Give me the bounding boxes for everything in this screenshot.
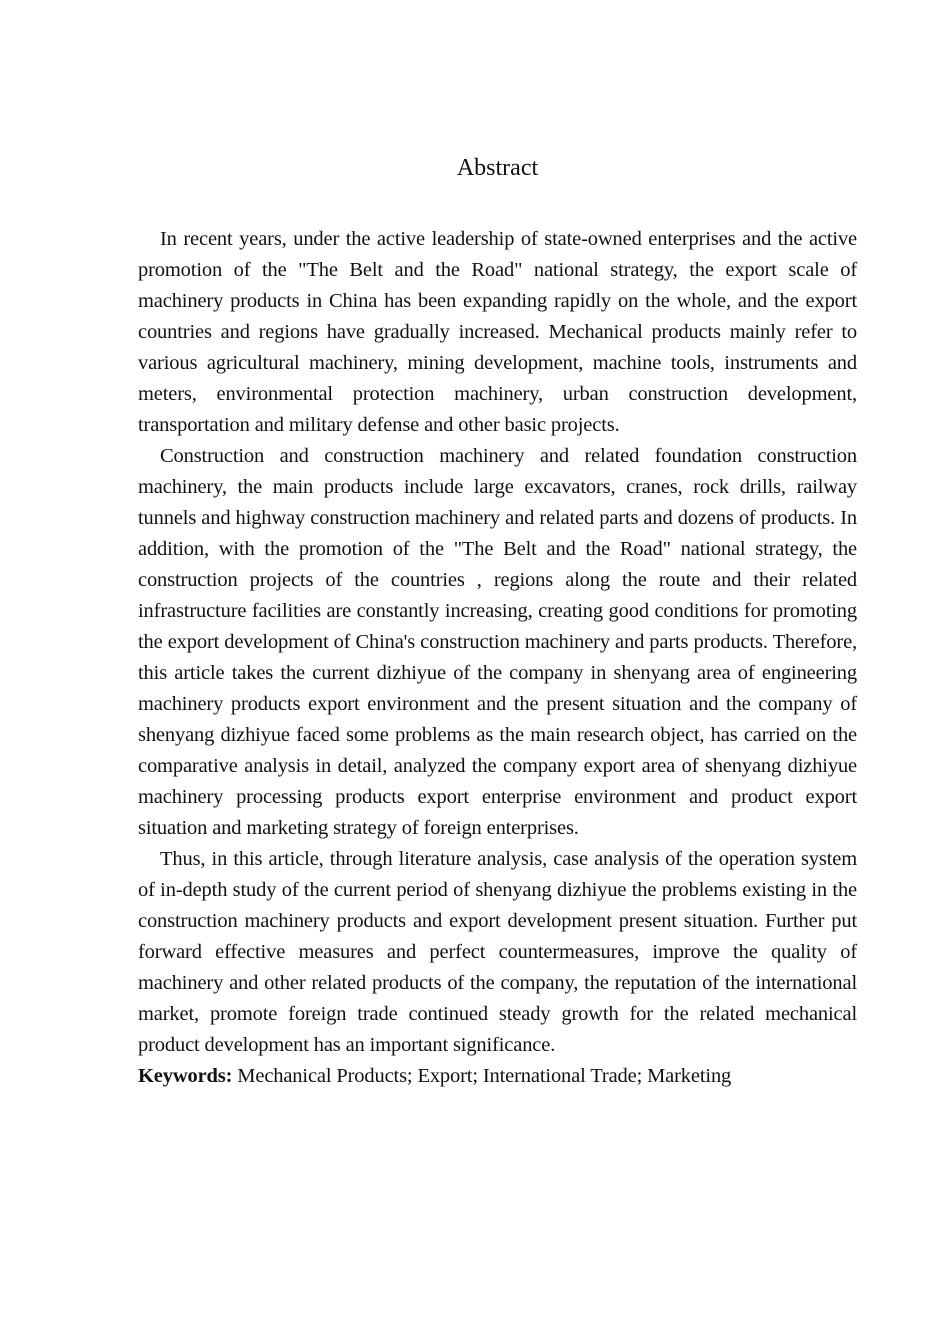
abstract-paragraph-1: In recent years, under the active leadership of state-owned enterprises and the active promotion of the "The Belt and the Road" national strategy, the export scale of machinery products in China has been expanding rapidly on the whole, and the export countries and regions have gradually increased. Mechanical products mainly refer to various agricultural machinery, mining development, machine tools, instruments and meters, environmental protection machinery, urban construction development, transportation and military defense and other basic projects. [138,228,857,436]
keywords-label: Keywords: [138,1065,233,1087]
abstract-paragraph-2: Construction and construction machinery and related foundation construction machinery, the main products include large excavators, cranes, rock drills, railway tunnels and highway construction machinery and related parts and dozens of products. In addition, with the promotion of the "The Belt and the Road" national strategy, the construction projects of the countries , regions along the route and their related infrastructure facilities are constantly increasing, creating good conditions for promoting the export development of China's construction machinery and parts products. Therefore, this article takes the current dizhiyue of the company in shenyang area of engineering machinery products export environment and the present situation and the company of shenyang dizhiyue faced some problems as the main research object, has carried on the comparative analysis in detail, analyzed the company export area of shenyang dizhiyue machinery processing products export enterprise environment and product export situation and marketing strategy of foreign enterprises. [138,445,857,839]
keywords-line [138,1061,857,1092]
abstract-page [138,150,857,1092]
keywords-text: Mechanical Products; Export; International Trade; Marketing [232,1065,732,1087]
abstract-title: Abstract [456,155,539,181]
abstract-paragraph-3: Thus, in this article, through literature analysis, case analysis of the operation system of in-depth study of the current period of shenyang dizhiyue the problems existing in the construction machinery products and export development present situation. Further put forward effective measures and perfect countermeasures, improve the quality of machinery and other related products of the company, the reputation of the international market, promote foreign trade continued steady growth for the related mechanical product development has an important significance. [138,848,857,1056]
